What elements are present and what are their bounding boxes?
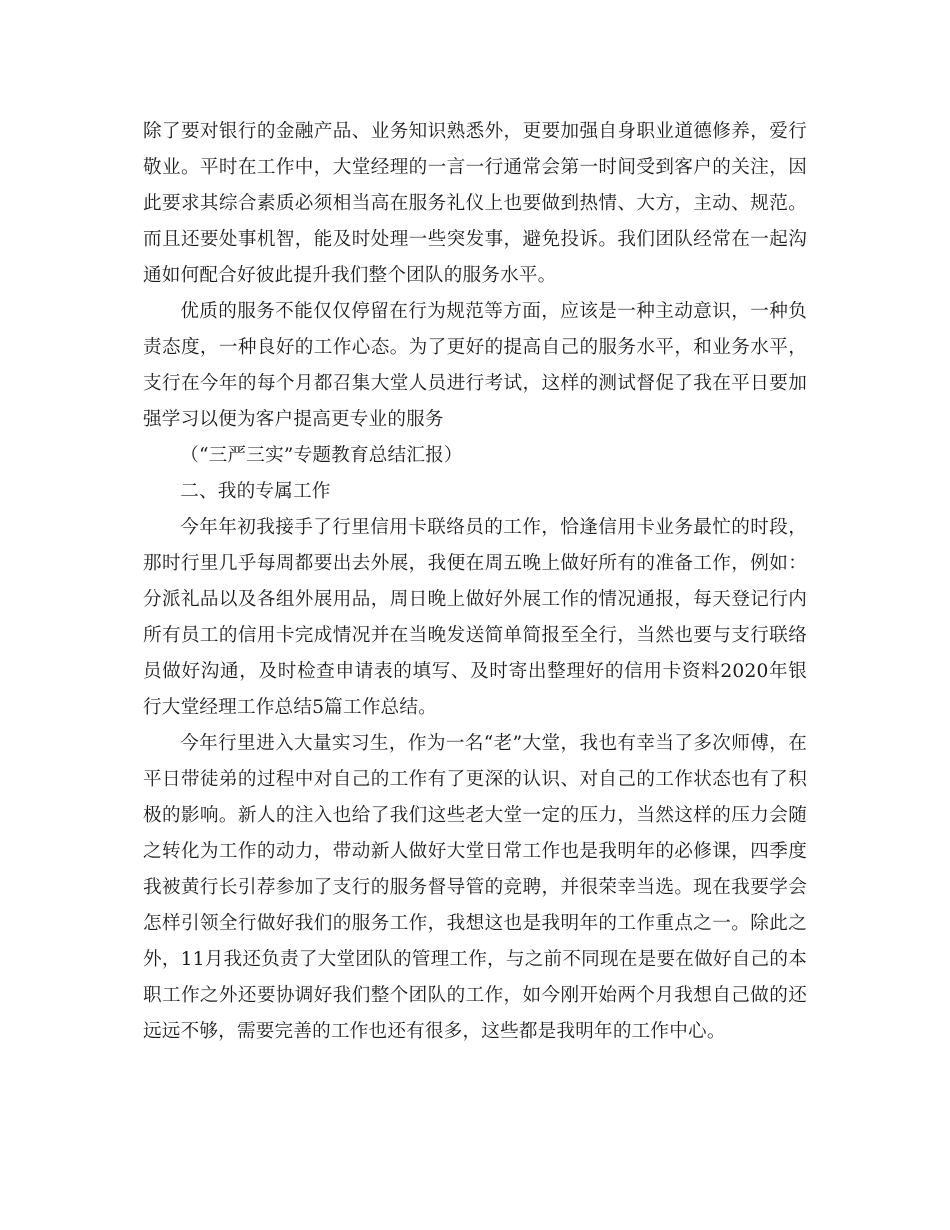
paragraph-1: 除了要对银行的金融产品、业务知识熟悉外，更要加强自身职业道德修养，爱行敬业。平时在工作中，大堂经理的一言一行通常会第一时间受到客户的关注，因此要求其综合素质必须相当高在服务礼仪上也要做到热情、大方，主动、规范。而且还要处事机智，能及时处理一些突发事，避免投诉。我们团队经常在一起沟通如何配合好彼此提升我们整个团队的服务水平。 (143, 121, 807, 286)
paragraph-4: 今年年初我接手了行里信用卡联络员的工作，恰逢信用卡业务最忙的时段，那时行里几乎每周都要出去外展，我便在周五晚上做好所有的准备工作，例如：分派礼品以及各组外展用品，周日晚上做好外展工作的情况通报，每天登记行内所有员工的信用卡完成情况并在当晚发送简单简报至全行，当然也要与支行联络员做好沟通，及时检查申请表的填写、及时寄出整理好的信用卡资料2020年银行大堂经理工作总结5篇工作总结。 (143, 517, 807, 718)
paragraph-3-note: （“三严三实”专题教育总结汇报） (180, 445, 463, 466)
paragraph-5: 今年行里进入大量实习生，作为一名“老”大堂，我也有幸当了多次师傅，在平日带徒弟的过程中对自己的工作有了更深的认识、对自己的工作状态也有了积极的影响。新人的注入也给了我们这些老大堂一定的压力，当然这样的压力会随之转化为工作的动力，带动新人做好大堂日常工作也是我明年的必修课，四季度我被黄行长引荐参加了支行的服务督导管的竞聘，并很荣幸当选。现在我要学会怎样引领全行做好我们的服务工作，我想这也是我明年的工作重点之一。除此之外，11月我还负责了大堂团队的管理工作，与之前不同现在是要在做好自己的本职工作之外还要协调好我们整个团队的工作，如今刚开始两个月我想自己做的还远远不够，需要完善的工作也还有很多，这些都是我明年的工作中心。 (143, 733, 807, 1042)
document-body (143, 114, 807, 1050)
paragraph-2: 优质的服务不能仅仅停留在行为规范等方面，应该是一种主动意识，一种负责态度，一种良好的工作心态。为了更好的提高自己的服务水平，和业务水平，支行在今年的每个月都召集大堂人员进行考试，这样的测试督促了我在平日要加强学习以便为客户提高更专业的服务 (143, 301, 807, 430)
section-heading: 二、我的专属工作 (180, 481, 331, 502)
